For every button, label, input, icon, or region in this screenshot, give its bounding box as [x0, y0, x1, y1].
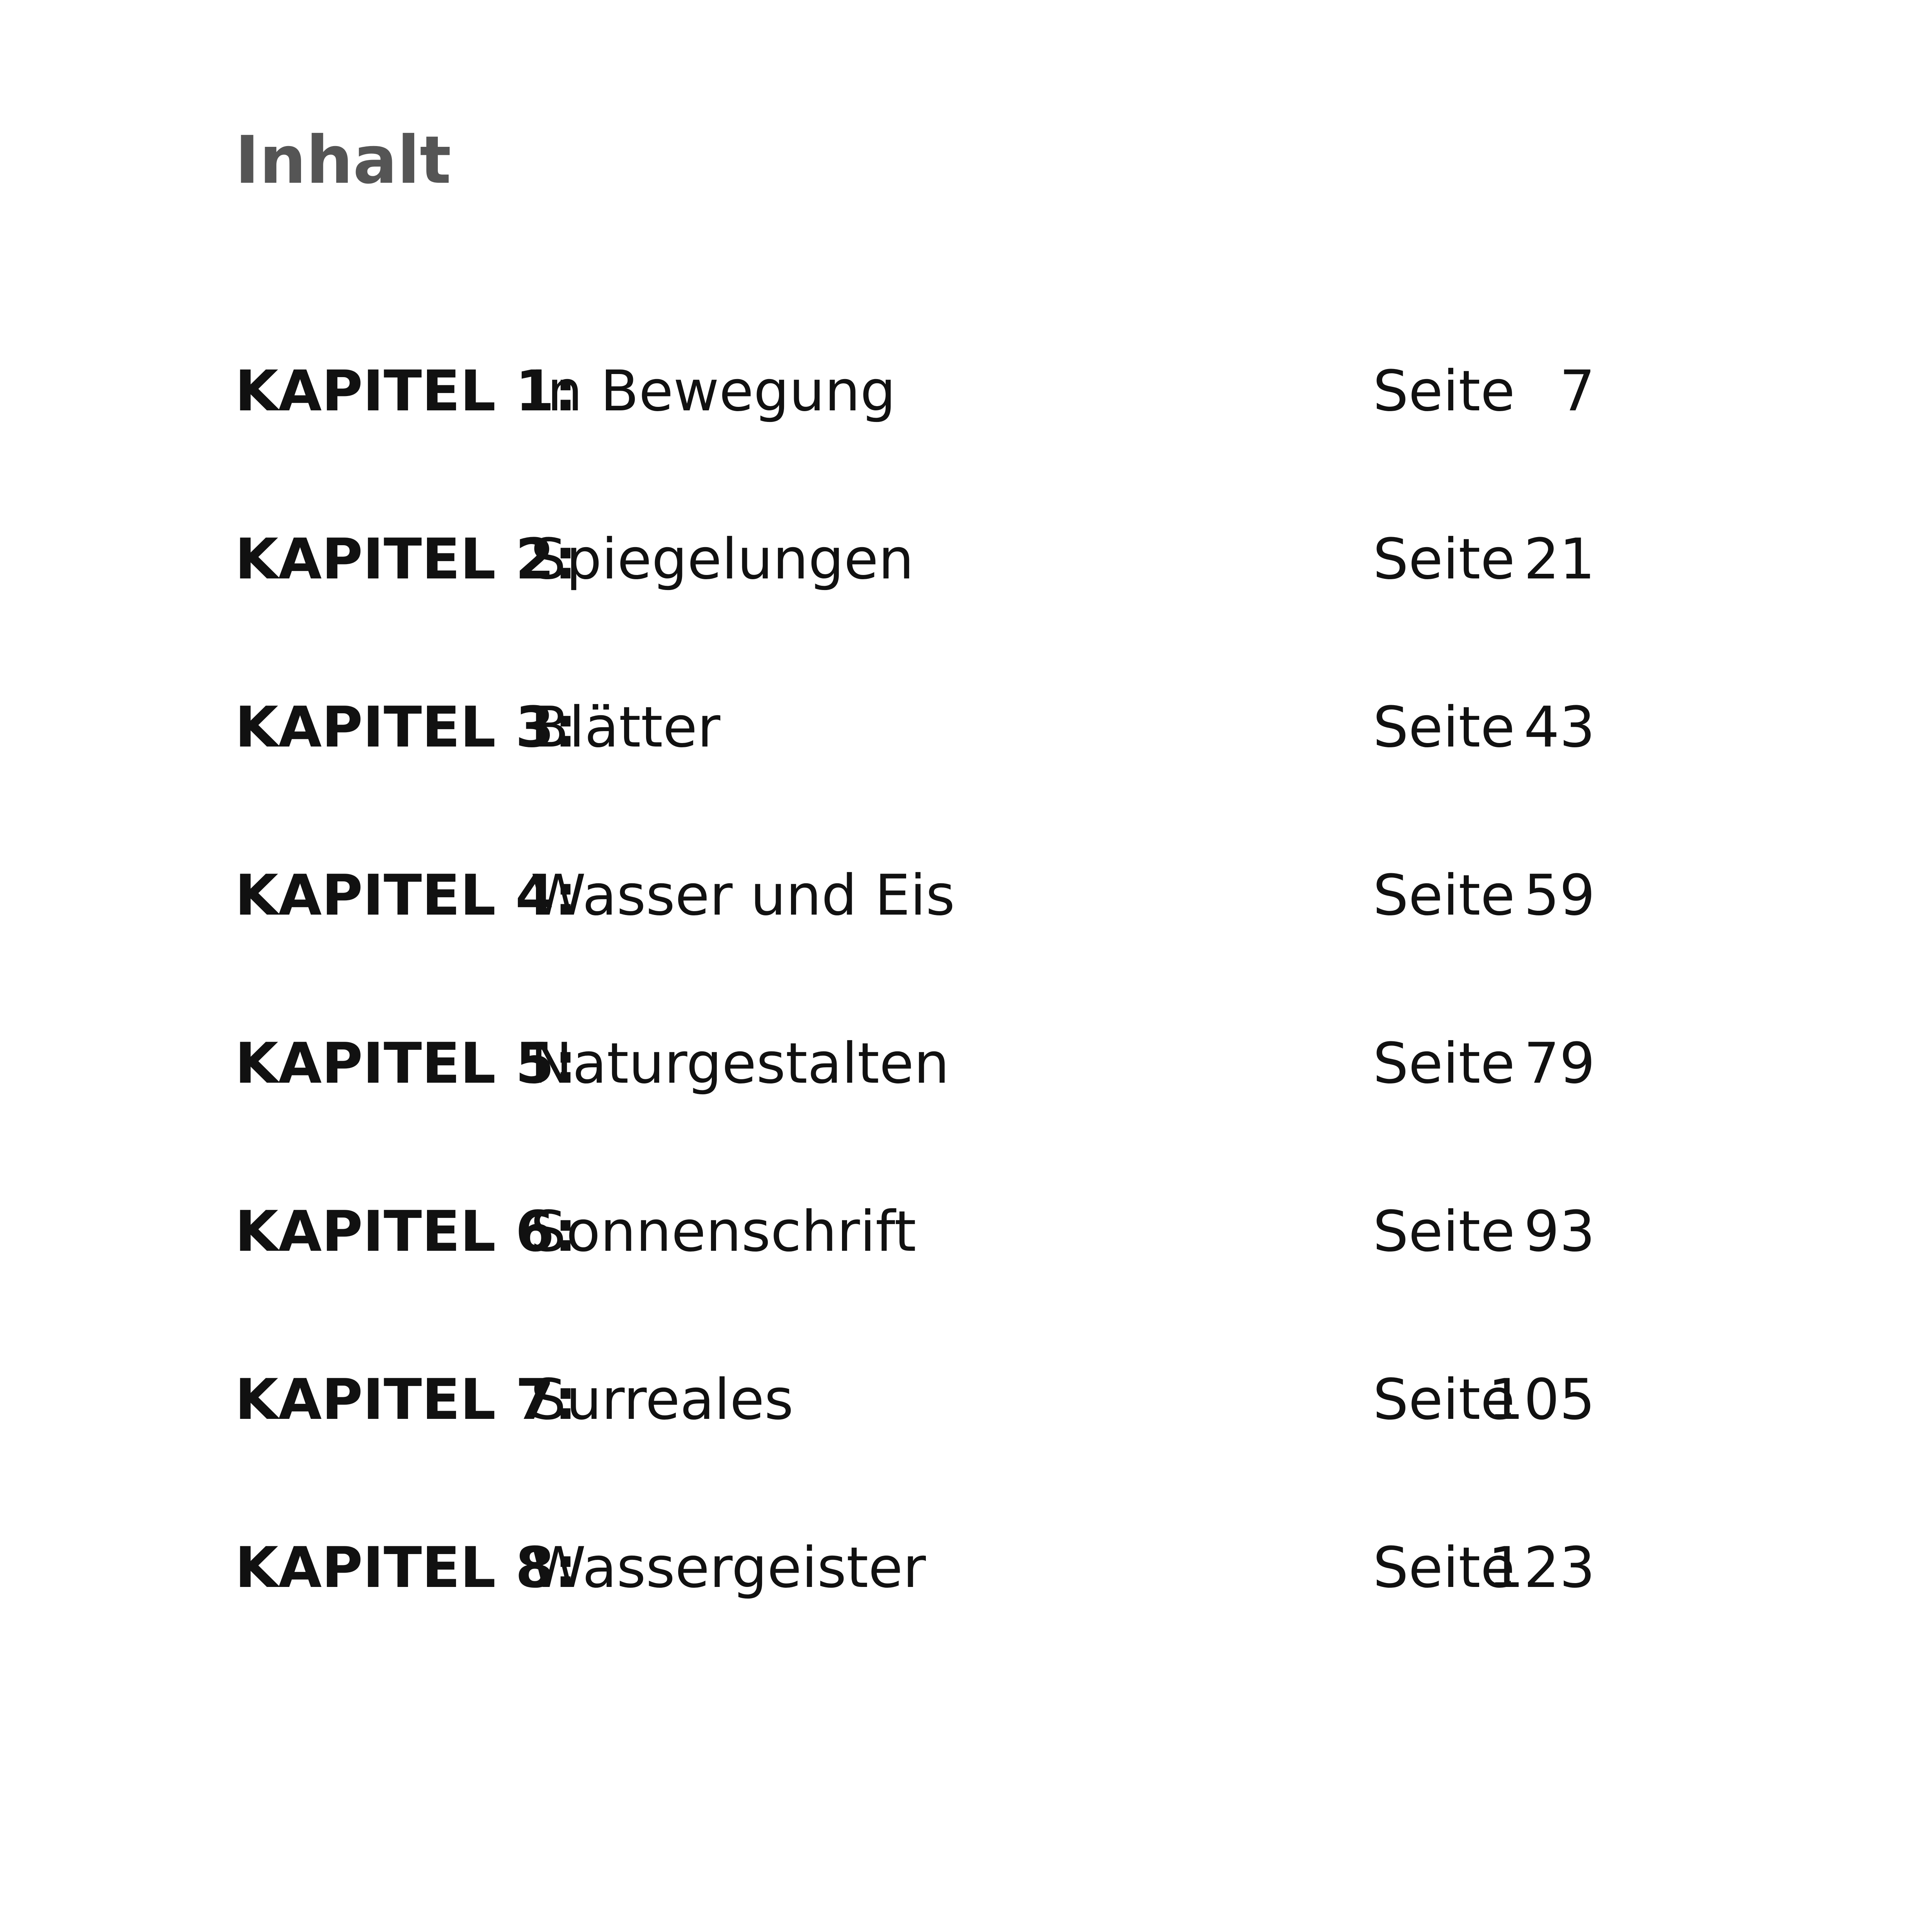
page-number: 93	[1524, 1199, 1595, 1264]
table-of-contents	[235, 359, 1595, 1708]
page-prefix: Seite	[1373, 527, 1515, 592]
chapter-title: Wassergeister	[531, 1535, 926, 1600]
chapter-label: KAPITEL 4:	[235, 863, 577, 928]
page-number: 123	[1488, 1535, 1595, 1600]
page-number: 79	[1524, 1031, 1595, 1096]
chapter-title: Wasser und Eis	[531, 863, 955, 928]
page-number: 43	[1524, 695, 1595, 760]
page-number: 59	[1524, 863, 1595, 928]
chapter-title: Spiegelungen	[531, 527, 914, 592]
chapter-title: Blätter	[531, 695, 721, 760]
page-title: Inhalt	[235, 122, 451, 199]
chapter-label: KAPITEL 1:	[235, 359, 577, 424]
chapter-title: Sonnenschrift	[531, 1199, 917, 1264]
page-number: 105	[1488, 1367, 1595, 1432]
toc-entry-2[interactable]	[235, 527, 1595, 699]
page-prefix: Seite	[1373, 1031, 1515, 1096]
page-number: 21	[1524, 527, 1595, 592]
page-prefix: Seite	[1373, 359, 1515, 424]
chapter-title: Naturgestalten	[531, 1031, 949, 1096]
page-number: 7	[1559, 359, 1595, 424]
page-prefix: Seite	[1373, 1199, 1515, 1264]
toc-entry-7[interactable]	[235, 1367, 1595, 1540]
chapter-label: KAPITEL 7:	[235, 1367, 577, 1432]
toc-entry-5[interactable]	[235, 1031, 1595, 1204]
toc-entry-3[interactable]	[235, 695, 1595, 867]
page-prefix: Seite	[1373, 1367, 1515, 1432]
chapter-title: In Bewegung	[531, 359, 896, 424]
toc-entry-6[interactable]	[235, 1199, 1595, 1372]
page-prefix: Seite	[1373, 695, 1515, 760]
toc-entry-8[interactable]	[235, 1535, 1595, 1708]
chapter-label: KAPITEL 5:	[235, 1031, 577, 1096]
chapter-label: KAPITEL 6:	[235, 1199, 577, 1264]
page-prefix: Seite	[1373, 1535, 1515, 1600]
toc-entry-1[interactable]	[235, 359, 1595, 531]
chapter-label: KAPITEL 8:	[235, 1535, 577, 1600]
chapter-title: Surreales	[531, 1367, 794, 1432]
chapter-label: KAPITEL 3:	[235, 695, 577, 760]
toc-entry-4[interactable]	[235, 863, 1595, 1036]
chapter-label: KAPITEL 2:	[235, 527, 577, 592]
page-prefix: Seite	[1373, 863, 1515, 928]
